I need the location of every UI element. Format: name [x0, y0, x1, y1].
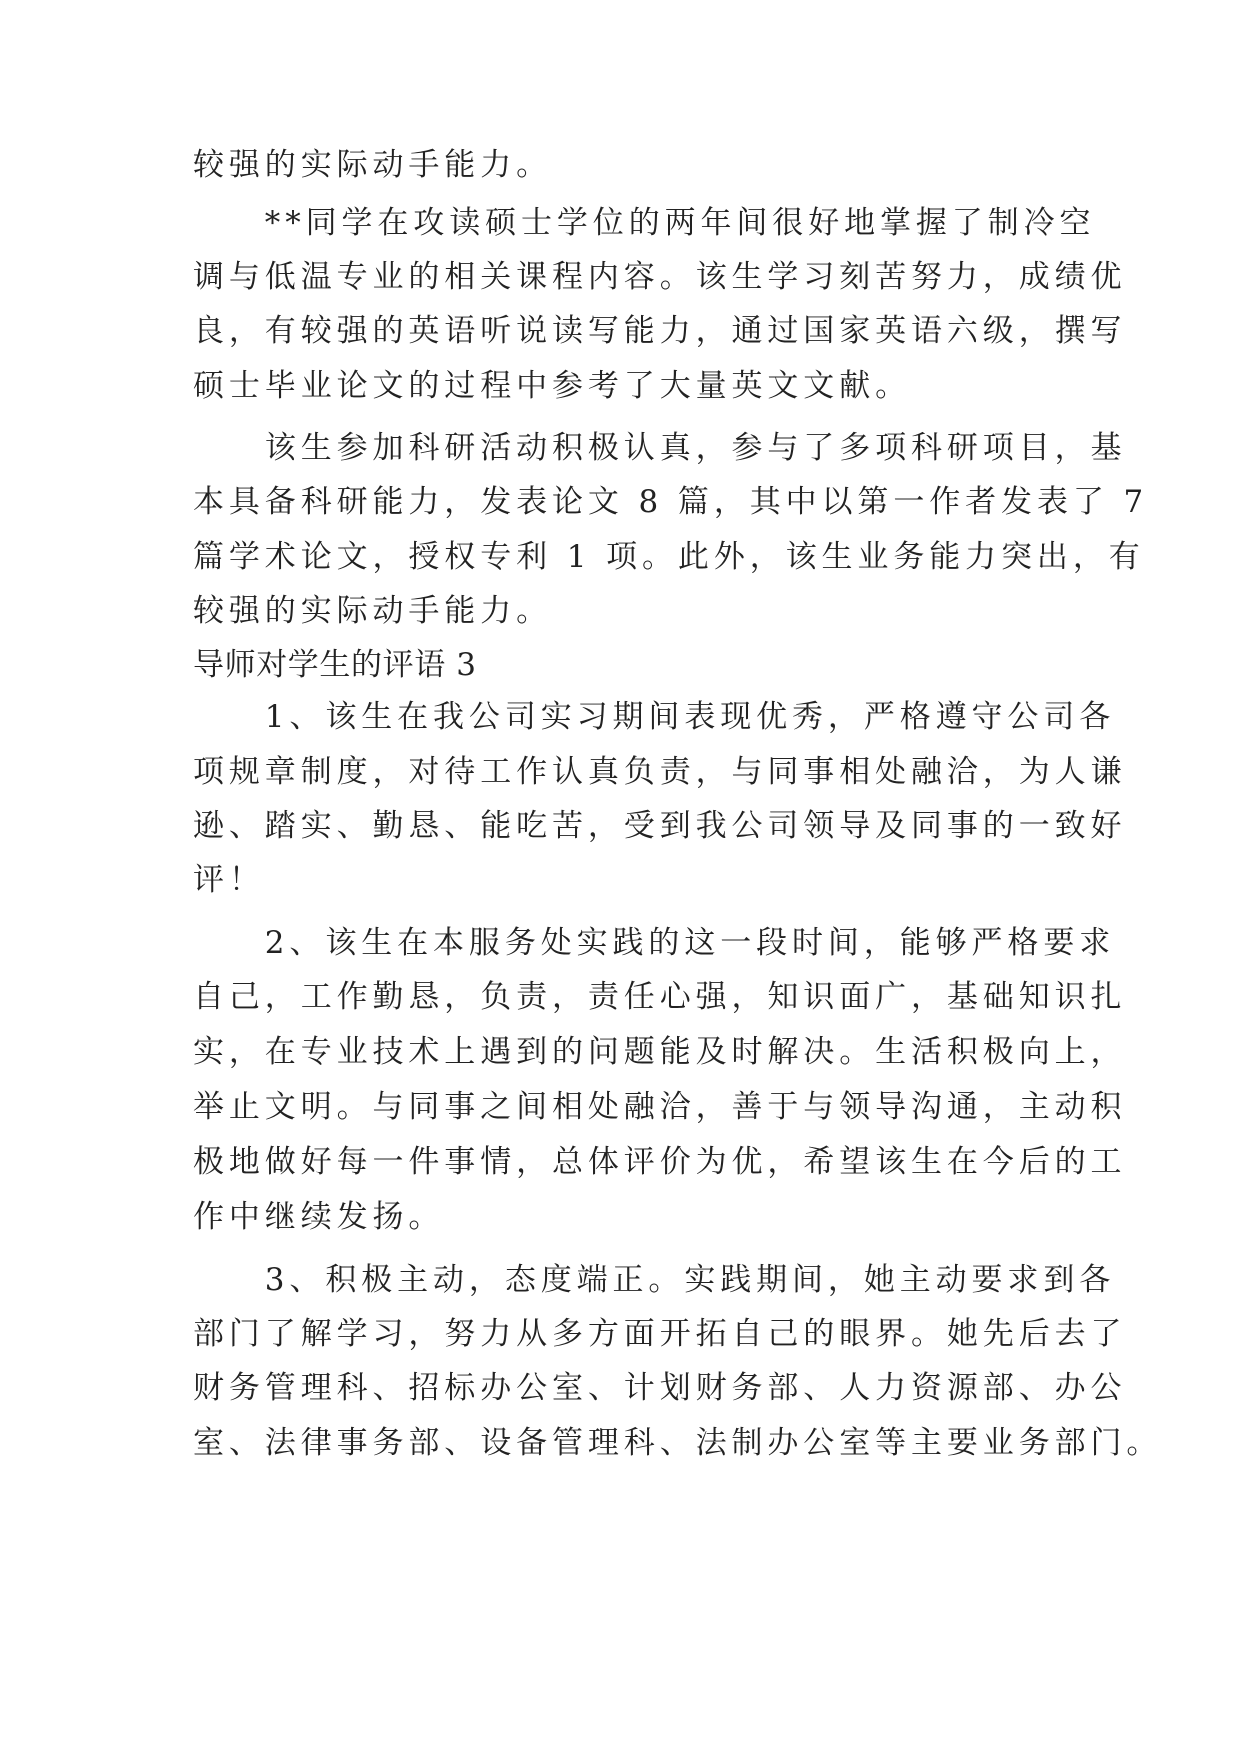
text-line: 室、法律事务部、设备管理科、法制办公室等主要业务部门。: [193, 1425, 1163, 1461]
text-line: 举止文明。与同事之间相处融洽，善于与领导沟通，主动积: [193, 1089, 1127, 1125]
text-line: 该生参加科研活动积极认真，参与了多项科研项目，基: [193, 430, 1127, 466]
text-line: 财务管理科、招标办公室、计划财务部、人力资源部、办公: [193, 1370, 1127, 1406]
text-line: 篇学术论文，授权专利 1 项。此外，该生业务能力突出，有: [193, 539, 1145, 575]
text-line: 作中继续发扬。: [193, 1199, 445, 1235]
text-line: 部门了解学习，努力从多方面开拓自己的眼界。她先后去了: [193, 1316, 1127, 1352]
text-line: 评！: [193, 862, 265, 898]
text-line: 2、该生在本服务处实践的这一段时间，能够严格要求: [193, 925, 1116, 961]
text-line: 较强的实际动手能力。: [193, 593, 552, 629]
text-line: 自己，工作勤恳，负责，责任心强，知识面广，基础知识扎: [193, 979, 1127, 1015]
text-line: 本具备科研能力，发表论文 8 篇，其中以第一作者发表了 7: [193, 484, 1149, 520]
text-line: 良，有较强的英语听说读写能力，通过国家英语六级，撰写: [193, 313, 1127, 349]
text-line: 逊、踏实、勤恳、能吃苦，受到我公司领导及同事的一致好: [193, 808, 1127, 844]
text-line: 硕士毕业论文的过程中参考了大量英文文献。: [193, 368, 911, 404]
text-line: 项规章制度，对待工作认真负责，与同事相处融洽，为人谦: [193, 754, 1127, 790]
text-line: 极地做好每一件事情，总体评价为优，希望该生在今后的工: [193, 1144, 1127, 1180]
text-line: 3、积极主动，态度端正。实践期间，她主动要求到各: [193, 1262, 1116, 1298]
section-heading: 导师对学生的评语 3: [193, 647, 477, 683]
text-line: 1、该生在我公司实习期间表现优秀，严格遵守公司各: [193, 699, 1116, 735]
text-line: 调与低温专业的相关课程内容。该生学习刻苦努力，成绩优: [193, 259, 1127, 295]
text-line: 实，在专业技术上遇到的问题能及时解决。生活积极向上，: [193, 1034, 1127, 1070]
text-line: **同学在攻读硕士学位的两年间很好地掌握了制冷空: [193, 205, 1096, 241]
text-line: 较强的实际动手能力。: [193, 147, 552, 183]
